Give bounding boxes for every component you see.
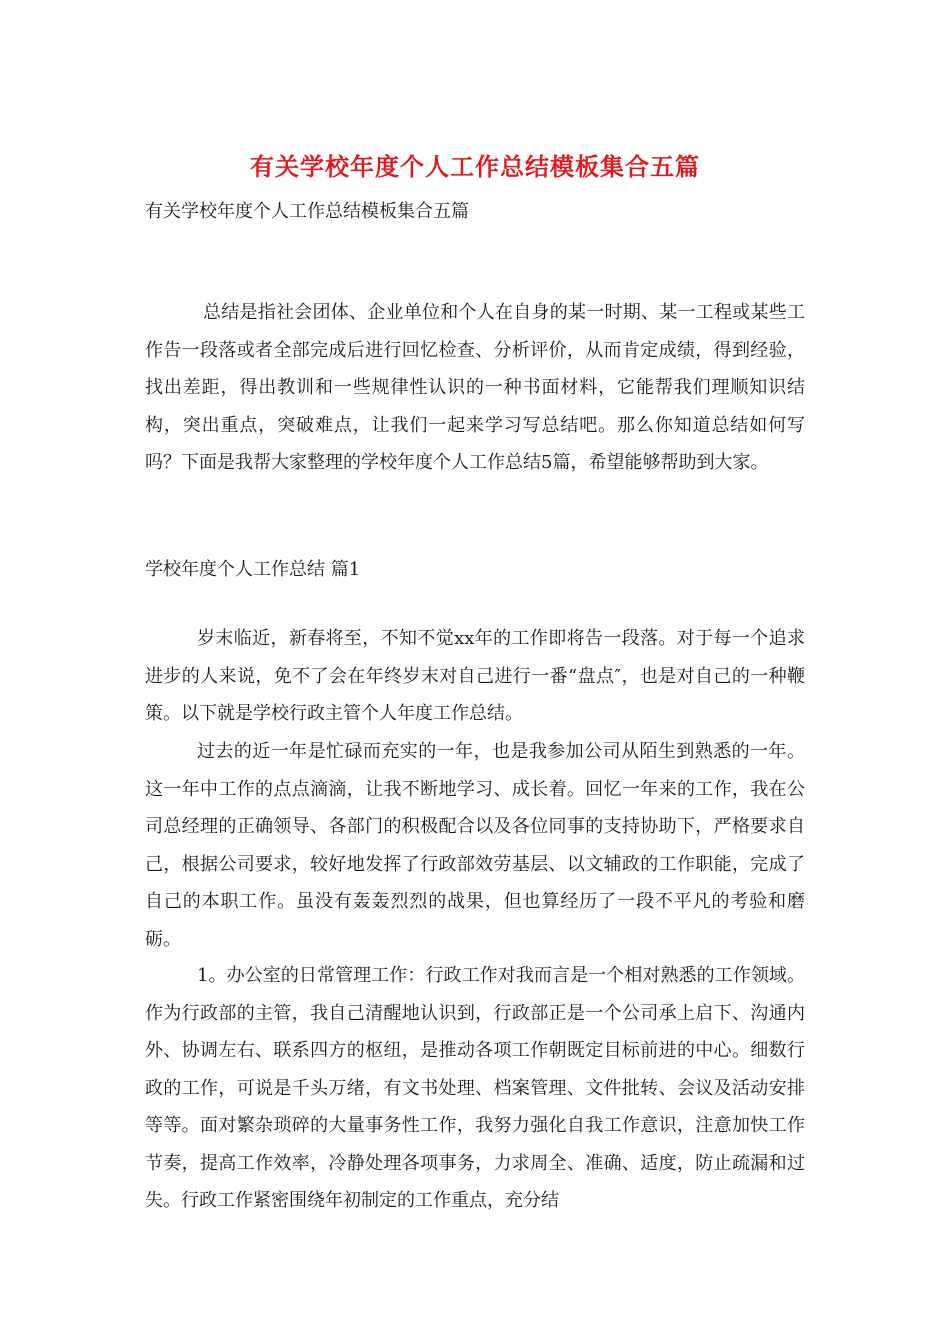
body-paragraph: 岁末临近，新春将至，不知不觉xx年的工作即将告一段落。对于每一个追求进步的人来说，免不了会在年终岁末对自己进行一番“盘点″，也是对自己的一种鞭策。以下就是学校行政主管个人年度工作总结。 xyxy=(145,628,805,724)
body-paragraph: 过去的近一年是忙碌而充实的一年，也是我参加公司从陌生到熟悉的一年。这一年中工作的点点滴滴，让我不断地学习、成长着。回忆一年来的工作，我在公司总经理的正确领导、各部门的积极配合以及各位同事的支持协助下，严格要求自己，根据公司要求，较好地发挥了行政部效劳基层、以文辅政的工作职能，完成了自己的本职工作。虽没有轰轰烈烈的战果，但也算经历了一段不平凡的考验和磨砺。 xyxy=(145,741,805,950)
body-paragraph: 1。办公室的日常管理工作：行政工作对我而言是一个相对熟悉的工作领域。作为行政部的主管，我自己清醒地认识到，行政部正是一个公司承上启下、沟通内外、协调左右、联系四方的枢纽，是推动各项工作朝既定目标前进的中心。细数行政的工作，可说是千头万绪，有文书处理、档案管理、文件批转、会议及活动安排等等。面对繁杂琐碎的大量事务性工作，我努力强化自我工作意识，注意加快工作节奏，提高工作效率，冷静处理各项事务，力求周全、准确、适度，防止疏漏和过失。行政工作紧密围绕年初制定的工作重点，充分结 xyxy=(145,965,805,1211)
section-heading: 学校年度个人工作总结 篇1 xyxy=(145,559,361,580)
document-subtitle: 有关学校年度个人工作总结模板集合五篇 xyxy=(145,201,469,222)
document-title: 有关学校年度个人工作总结模板集合五篇 xyxy=(250,152,700,181)
intro-paragraph: 总结是指社会团体、企业单位和个人在自身的某一时期、某一工程或某些工作告一段落或者全部完成后进行回忆检查、分析评价，从而肯定成绩，得到经验，找出差距，得出教训和一些规律性认识的一种书面材料，它能帮我们理顺知识结构，突出重点，突破难点，让我们一起来学习写总结吧。那么你知道总结如何写吗？下面是我帮大家整理的学校年度个人工作总结5篇，希望能够帮助到大家。 xyxy=(145,302,805,473)
